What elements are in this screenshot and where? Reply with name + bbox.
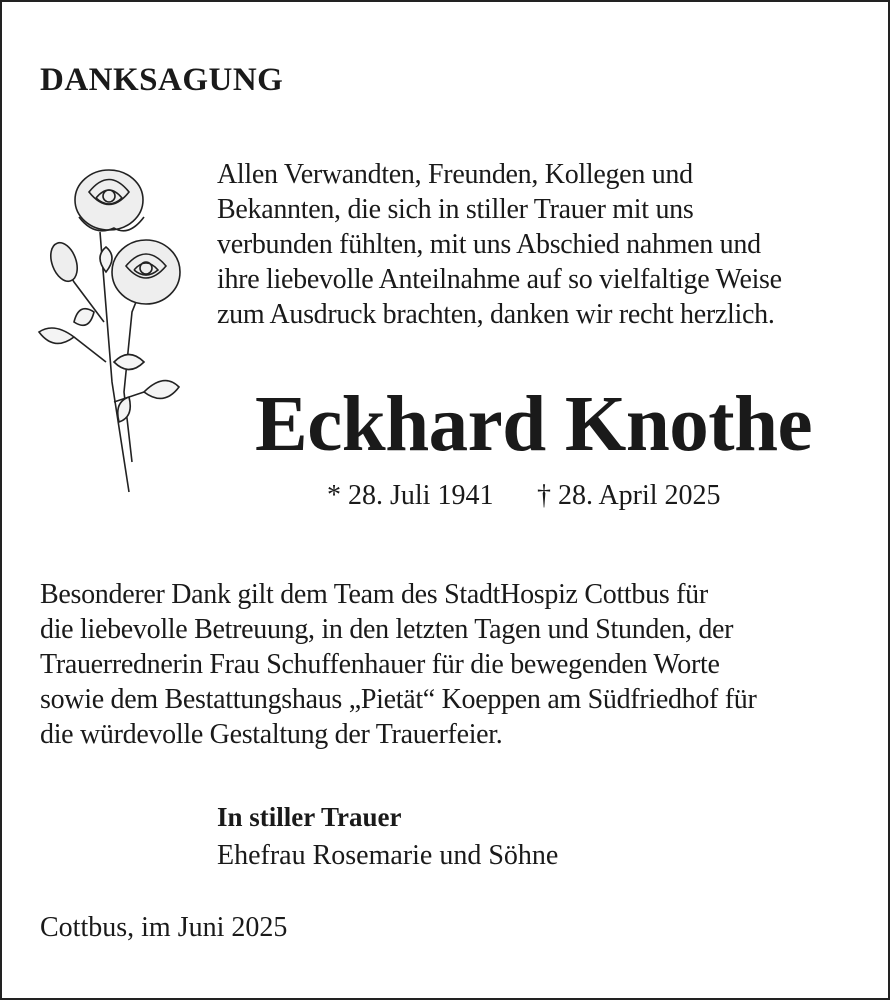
signature-heading: In stiller Trauer: [217, 802, 402, 832]
birth-date: * 28. Juli 1941: [327, 480, 494, 511]
notice-heading: DANKSAGUNG: [40, 62, 284, 98]
place-date: Cottbus, im Juni 2025: [40, 912, 288, 943]
rose-illustration: [34, 162, 184, 497]
thanks-line: Besonderer Dank gilt dem Team des StadtHospiz Cottbus für: [40, 579, 708, 610]
intro-line: verbunden fühlten, mit uns Abschied nahmen und: [217, 229, 761, 260]
deceased-name: Eckhard Knothe: [255, 381, 813, 468]
thanks-text: [40, 577, 757, 752]
thanks-line: sowie dem Bestattungshaus „Pietät“ Koeppen am Südfriedhof für: [40, 684, 757, 715]
intro-line: Bekannten, die sich in stiller Trauer mit uns: [217, 194, 694, 225]
intro-line: zum Ausdruck brachten, danken wir recht herzlich.: [217, 299, 775, 330]
intro-text: [217, 157, 782, 332]
death-date: † 28. April 2025: [537, 480, 721, 511]
signature: Ehefrau Rosemarie und Söhne: [217, 840, 559, 871]
thanks-line: die liebevolle Betreuung, in den letzten Tagen und Stunden, der: [40, 614, 734, 645]
intro-line: ihre liebevolle Anteilnahme auf so vielfaltige Weise: [217, 264, 782, 295]
thanks-line: Trauerrednerin Frau Schuffenhauer für die bewegenden Worte: [40, 649, 720, 680]
thanks-line: die würdevolle Gestaltung der Trauerfeier.: [40, 719, 503, 750]
intro-line: Allen Verwandten, Freunden, Kollegen und: [217, 159, 693, 190]
